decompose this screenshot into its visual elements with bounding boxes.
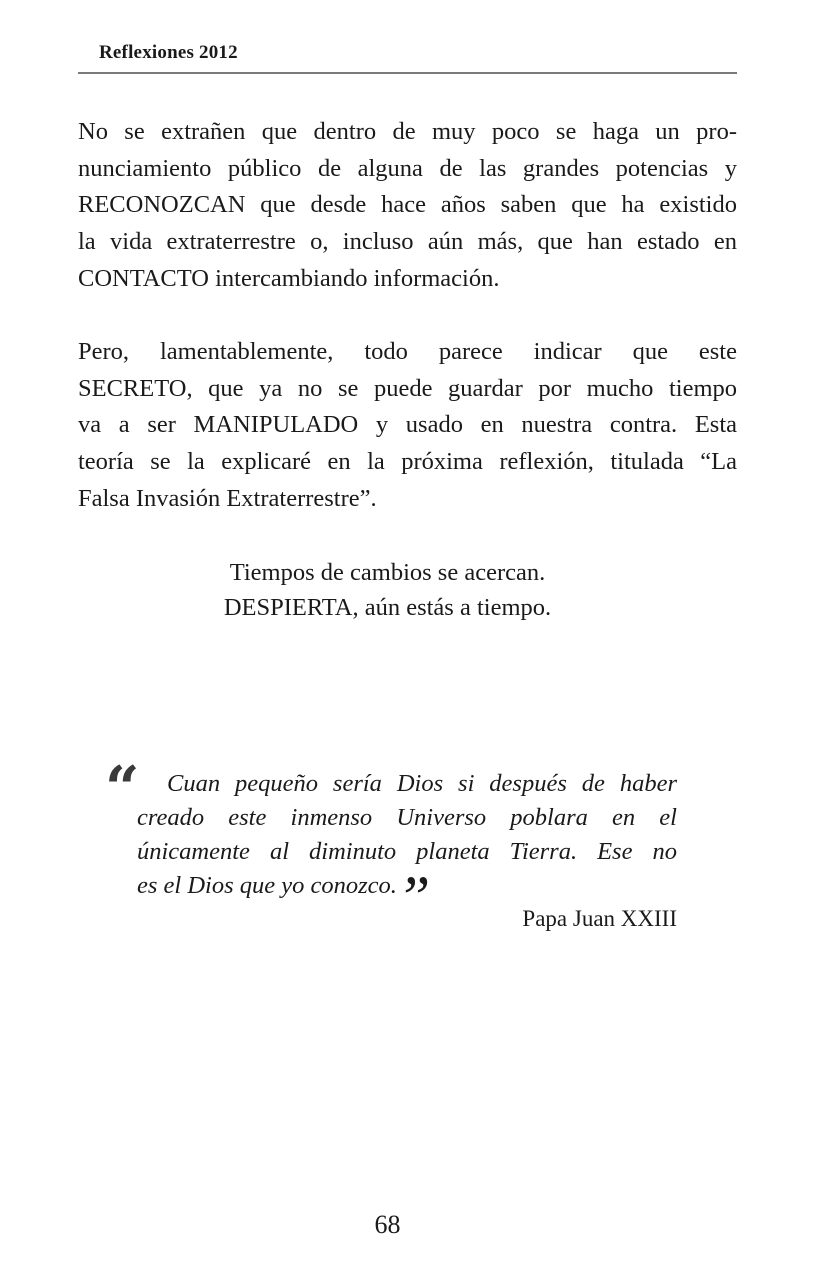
text-line: RECONOZCAN que desde hace años saben que ha existido [78, 191, 737, 219]
quote-line: creado este inmenso Universo poblara en el [137, 804, 677, 831]
quote-line: únicamente al diminuto planeta Tierra. Ese no [137, 838, 677, 865]
paragraph-1 [78, 114, 737, 297]
text-line: No se extrañen que dentro de muy poco se haga un pro- [78, 118, 737, 145]
text-line: Falsa Invasión Extraterrestre”. [78, 484, 377, 512]
text-line: nunciamiento público de alguna de las grandes potencias y [78, 154, 737, 182]
text-line: SECRETO, que ya no se puede guardar por mucho tiempo [78, 374, 737, 402]
closing-line: DESPIERTA, aún estás a tiempo. [223, 594, 552, 621]
text-line: Pero, lamentablemente, todo parece indicar que este [78, 338, 737, 365]
quote-author: Papa Juan XXIII [522, 906, 677, 931]
closing-line: Tiempos de cambios se acercan. [229, 559, 546, 586]
text-line: va a ser MANIPULADO y usado en nuestra contra. Esta [78, 411, 737, 439]
quote-line: Cuan pequeño sería Dios si después de haber [167, 770, 677, 797]
closing-lines [0, 555, 775, 625]
text-line: teoría se la explicaré en la próxima reflexión, titulada “La [78, 448, 737, 476]
running-header [78, 38, 737, 74]
text-line: la vida extraterrestre o, incluso aún más, que han estado en [78, 228, 737, 256]
quote-text: es el Dios que yo conozco. [137, 872, 397, 899]
open-quote-icon: “ [105, 754, 140, 824]
paragraph-2 [78, 334, 737, 517]
text-line: CONTACTO intercambiando información. [78, 264, 500, 292]
page-number: 68 [374, 1210, 401, 1239]
header-title: Reflexiones 2012 [99, 42, 238, 63]
close-quote-icon: ” [396, 864, 431, 930]
